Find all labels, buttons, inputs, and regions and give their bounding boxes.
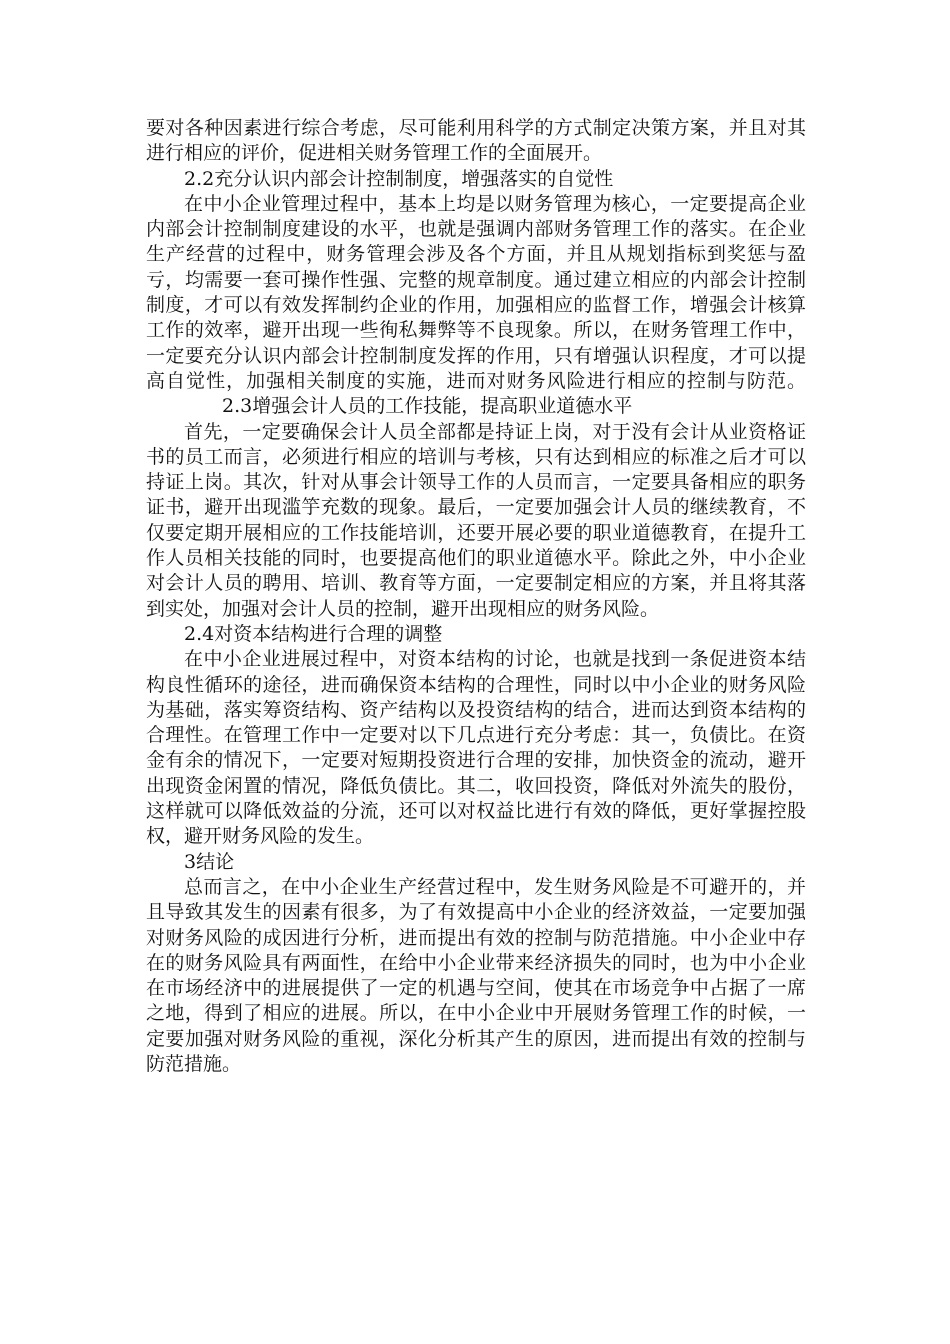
- paragraph-internal-control: [146, 192, 806, 420]
- section-heading-2-4: 2.4对资本结构进行合理的调整: [184, 622, 443, 645]
- paragraph-internal-control-text: 在中小企业管理过程中，基本上均是以财务管理为核心，一定要提高企业内部会计控制制度建设的水平，也就是强调内部财务管理工作的落实。在企业生产经营的过程中，财务管理会涉及各个方面，并且从规划指标到奖惩与盈亏，均需要一套可操作性强、完整的规章制度。通过建立相应的内部会计控制制度，才可以有效发挥制约企业的作用，加强相应的监督工作，增强会计核算工作的效率，避开出现一些徇私舞弊等不良现象。所以，在财务管理工作中，一定要充分认识内部会计控制制度发挥的作用，只有增强认识程度，才可以提高自觉性，加强相关制度的实施，进而对财务风险进行相应的控制与防范。: [146, 192, 806, 392]
- section-heading-2-2: 2.2充分认识内部会计控制制度，增强落实的自觉性: [184, 167, 614, 190]
- paragraph-conclusion: 总而言之，在中小企业生产经营过程中，发生财务风险是不可避开的，并且导致其发生的因素有很多，为了有效提高中小企业的经济效益，一定要加强对财务风险的成因进行分析，进而提出有效的控制与防范措施。中小企业中存在的财务风险具有两面性，在给中小企业带来经济损失的同时，也为中小企业在市场经济中的进展提供了一定的机遇与空间，使其在市场竞争中占据了一席之地，得到了相应的进展。所以，在中小企业中开展财务管理工作的时候，一定要加强对财务风险的重视，深化分析其产生的原因，进而提出有效的控制与防范措施。: [146, 875, 806, 1075]
- paragraph-accountant-skills: 首先，一定要确保会计人员全部都是持证上岗，对于没有会计从业资格证书的员工而言，必须进行相应的培训与考核，只有达到相应的标准之后才可以持证上岗。其次，针对从事会计领导工作的人员而言，一定要具备相应的职务证书，避开出现滥竽充数的现象。最后，一定要加强会计人员的继续教育，不仅要定期开展相应的工作技能培训，还要开展必要的职业道德教育，在提升工作人员相关技能的同时，也要提高他们的职业道德水平。除此之外，中小企业对会计人员的聘用、培训、教育等方面，一定要制定相应的方案，并且将其落到实处，加强对会计人员的控制，避开出现相应的财务风险。: [146, 420, 806, 620]
- section-heading-2-3: 2.3增强会计人员的工作技能，提高职业道德水平: [222, 395, 633, 418]
- document-body: [146, 116, 806, 1077]
- paragraph-continuation: 要对各种因素进行综合考虑，尽可能利用科学的方式制定决策方案，并且对其进行相应的评价，促进相关财务管理工作的全面展开。: [146, 117, 806, 165]
- paragraph-capital-structure: 在中小企业进展过程中，对资本结构的讨论，也就是找到一条促进资本结构良性循环的途径，进而确保资本结构的合理性，同时以中小企业的财务风险为基础，落实筹资结构、资产结构以及投资结构的结合，进而达到资本结构的合理性。在管理工作中一定要对以下几点进行充分考虑：其一，负债比。在资金有余的情况下，一定要对短期投资进行合理的安排，加快资金的流动，避开出现资金闲置的情况，降低负债比。其二，收回投资，降低对外流失的股份，这样就可以降低效益的分流，还可以对权益比进行有效的降低，更好掌握控股权，避开财务风险的发生。: [146, 648, 806, 848]
- section-heading-3: 3结论: [184, 850, 235, 873]
